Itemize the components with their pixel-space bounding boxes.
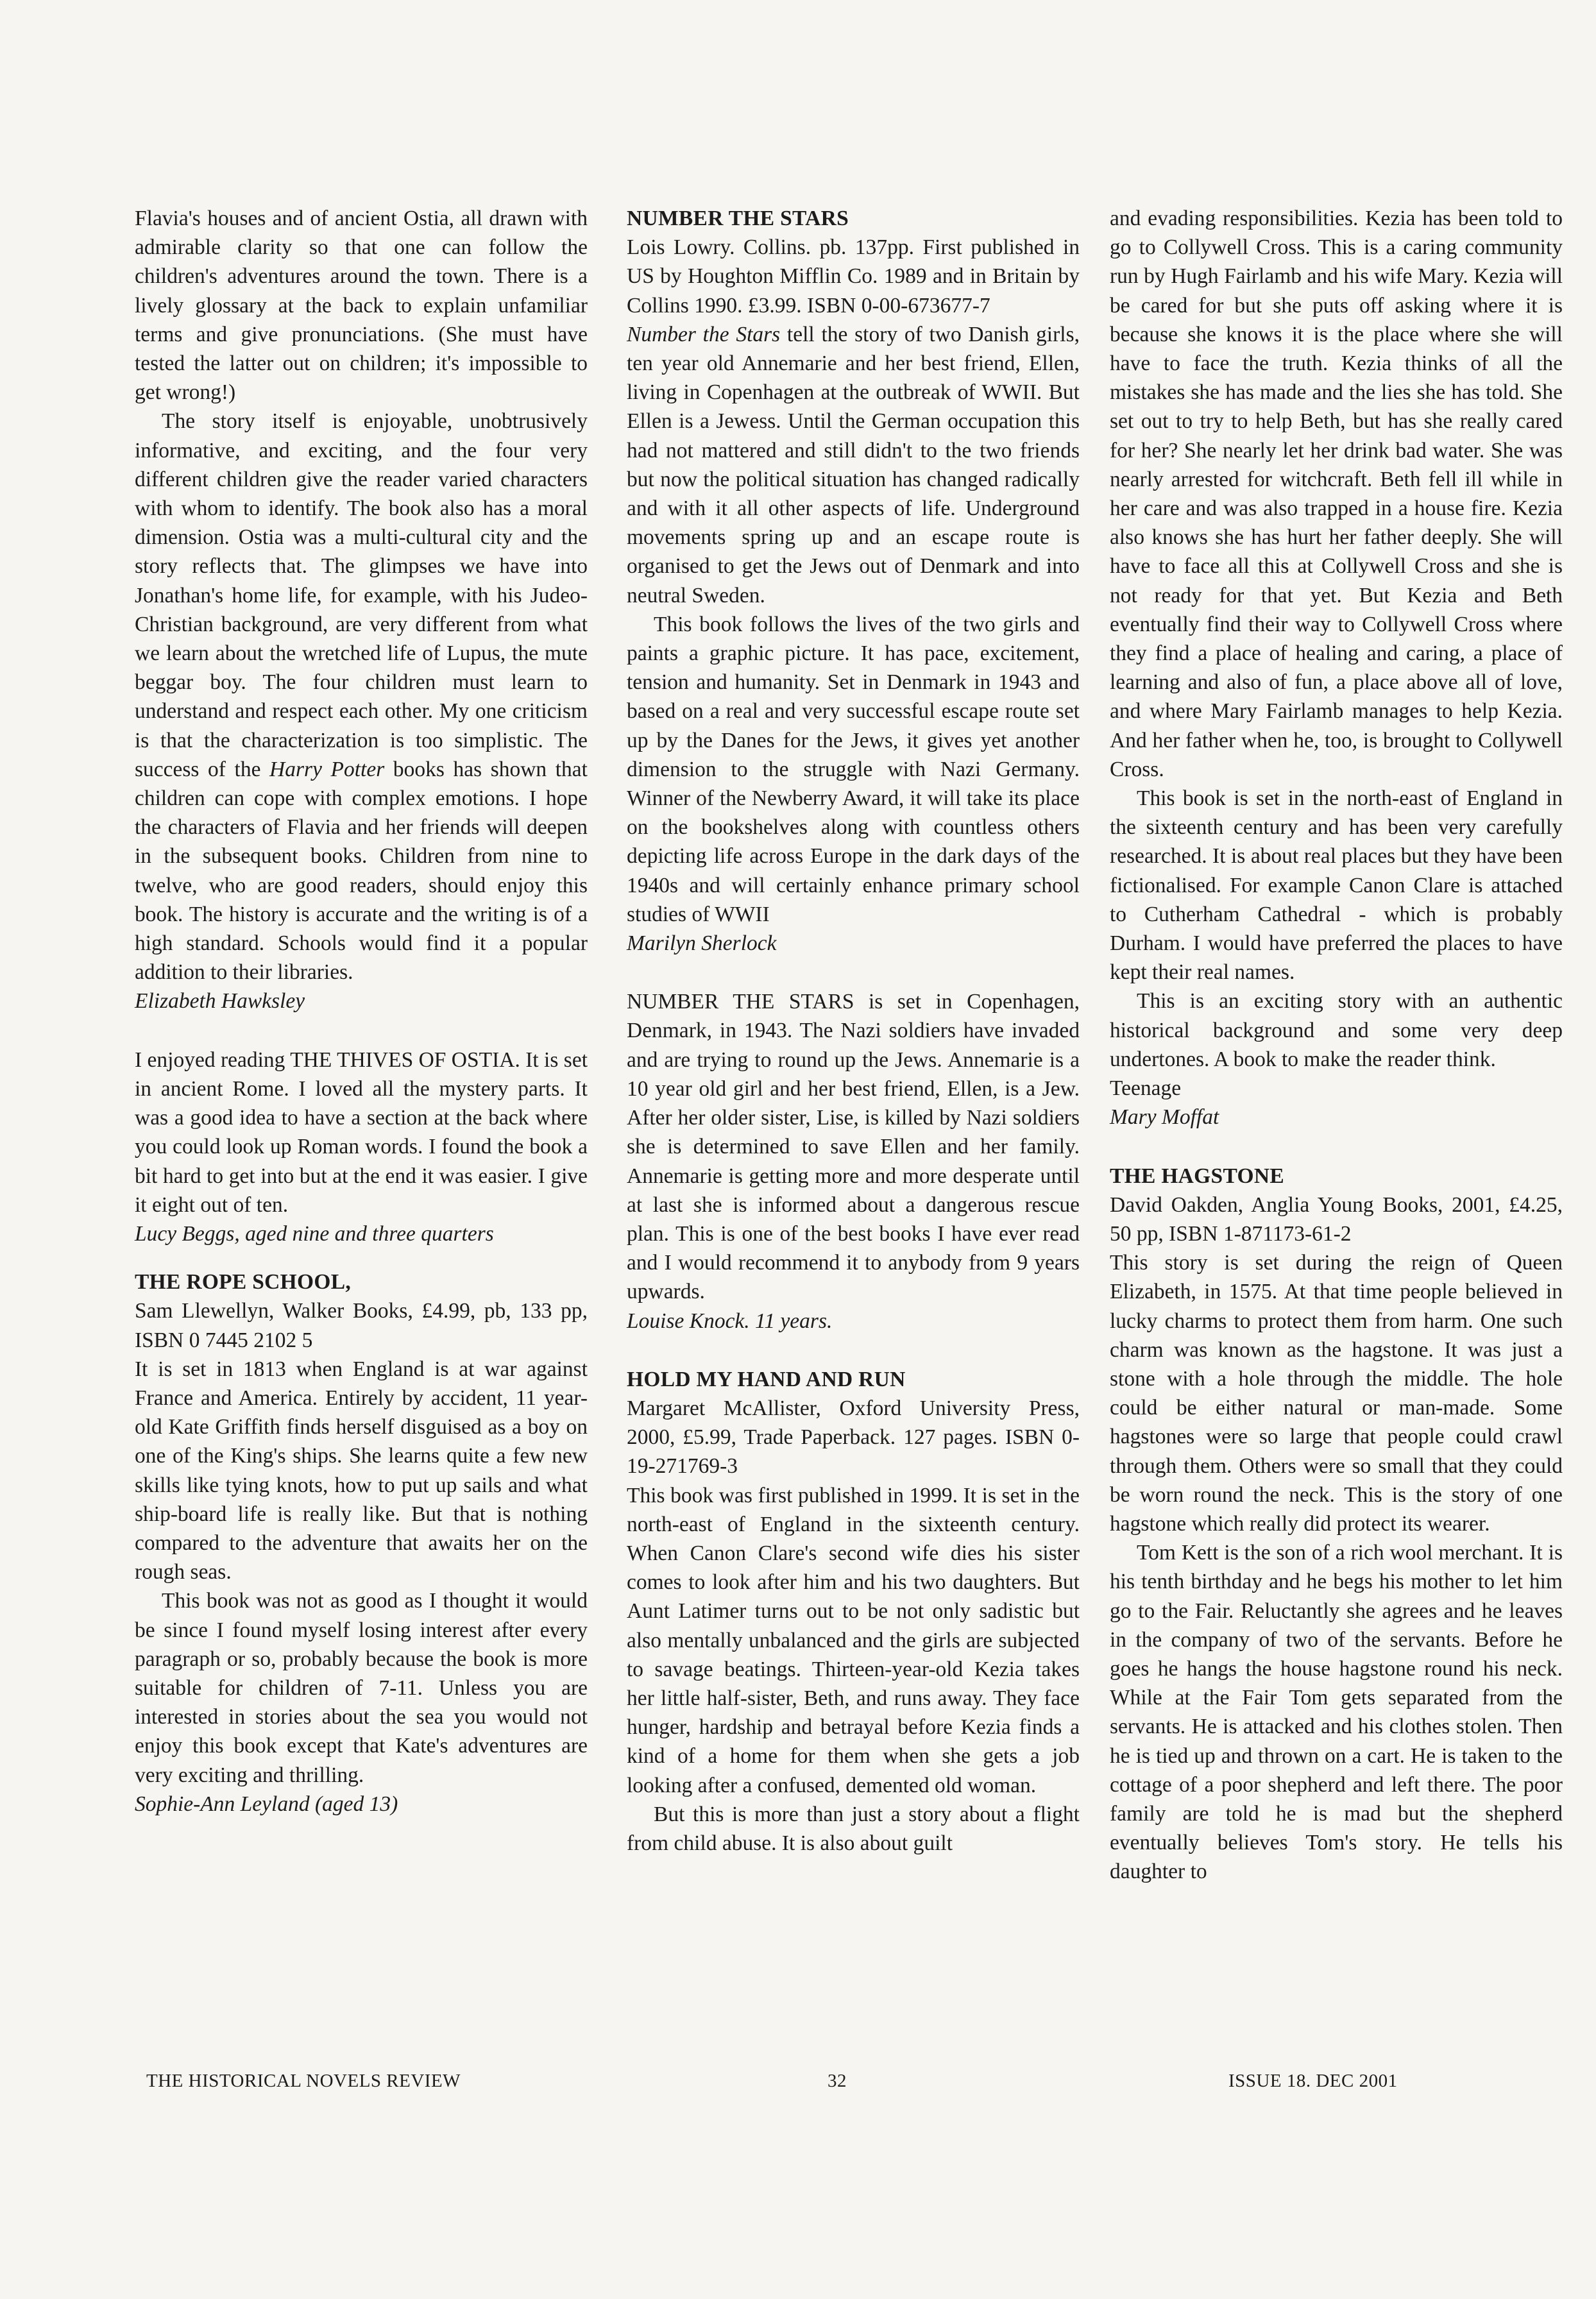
review-paragraph: Tom Kett is the son of a rich wool merchant. It is his tenth birthday and he begs his mother to let him go to the Fair. Reluctantly she agrees and he leaves in the company of two of the servants. Before he goes he hangs the house hagstone round his neck. While at the Fair Tom gets separated from the servants. He is attacked and his clothes stolen. Then he is tied up and thrown on a cart. He is taken to the cottage of a poor shepherd and left there. The poor family are told he is mad but the shepherd eventually believes Tom's story. He tells his daughter to xyxy=(1110,1541,1563,1884)
column-right xyxy=(1110,204,1563,1887)
book-details: David Oakden, Anglia Young Books, 2001, £4.25, 50 pp, ISBN 1-871173-61-2 xyxy=(1110,1192,1563,1246)
review-paragraph: This book is set in the north-east of England in the sixteenth century and has been very carefully researched. It is about real places but they have been fictionalised. For example Canon Clare is attached to Cutherham Cathedral - which is probably Durham. I would have preferred the places to have kept their real names. xyxy=(1110,786,1563,985)
book-details: Margaret McAllister, Oxford University Press, 2000, £5.99, Trade Paperback. 127 pages. ISBN 0-19-271769-3 xyxy=(627,1396,1080,1479)
age-group-label: Teenage xyxy=(1110,1076,1182,1101)
book-heading: THE HAGSTONE xyxy=(1110,1164,1284,1188)
review-paragraph: This is an exciting story with an authentic historical background and some very deep undertones. A book to make the reader think. xyxy=(1110,989,1563,1071)
column-left xyxy=(135,204,588,1819)
column-middle xyxy=(627,204,1080,1858)
footer-issue: ISSUE 18. DEC 2001 xyxy=(1228,2071,1398,2091)
book-title-italic: Harry Potter xyxy=(269,757,385,781)
book-title-italic: Number the Stars xyxy=(627,322,781,346)
reviewer-signature: Mary Moffat xyxy=(1110,1105,1219,1130)
review-paragraph: This book follows the lives of the two girls and paints a graphic picture. It has pace, excitement, tension and humanity. Set in Denmark in 1943 and based on a real and very successful escape route set up by the Danes for the Jews, it gives yet another dimension to the struggle with Nazi Germany. Winner of the Newberry Award, it will take its place on the bookshelves along with countless others depicting life across Europe in the dark days of the 1940s and will certainly enhance primary school studies of WWII xyxy=(627,612,1080,926)
review-paragraph xyxy=(135,407,588,987)
book-details: Lois Lowry. Collins. pb. 137pp. First published in US by Houghton Mifflin Co. 1989 and in Britain by Collins 1990. £3.99. ISBN 0-00-673677-7 xyxy=(627,235,1080,318)
review-paragraph: and evading responsibilities. Kezia has been told to go to Collywell Cross. This is a caring community run by Hugh Fairlamb and his wife Mary. Kezia will be cared for but she puts off asking where it is because she knows it is the place where she will have to face the truth. Kezia thinks of all the mistakes she has made and the lies she has told. She set out to try to help Beth, but has she really cared for her? She nearly let her drink bad water. She was nearly arrested for witchcraft. Beth fell ill while in her care and was also trapped in a house fire. Kezia also knows she has hurt her father deeply. She will have to face all this at Collywell Cross and she is not ready for that yet. But Kezia and Beth eventually find their way to Collywell Cross where they find a place of healing and caring, a place of learning and also of fun, a place above all of love, and where Mary Fairlamb manages to help Kezia. And her father when he, too, is brought to Collywell Cross. xyxy=(1110,207,1563,781)
review-paragraph: NUMBER THE STARS is set in Copenhagen, Denmark, in 1943. The Nazi soldiers have invaded and are trying to round up the Jews. Annemarie is a 10 year old girl and her best friend, Ellen, is a Jew. After her older sister, Lise, is killed by Nazi soldiers she is determined to save Ellen and her family. Annemarie is getting more and more desperate until at last she is informed about a dangerous rescue plan. This is one of the best books I have ever read and I would recommend it to anybody from 9 years upwards. xyxy=(627,990,1080,1304)
footer-page-number: 32 xyxy=(828,2071,847,2091)
spacer xyxy=(627,958,1080,987)
book-heading: NUMBER THE STARS xyxy=(627,207,849,230)
reviewer-signature: Sophie-Ann Leyland (aged 13) xyxy=(135,1792,398,1816)
reviewer-signature: Louise Knock. 11 years. xyxy=(627,1309,833,1333)
review-paragraph: Flavia's houses and of ancient Ostia, all drawn with admirable clarity so that one can follow the children's adventures around the town. There is a lively glossary at the back to explain unfamiliar terms and give pronunciations. (She must have tested the latter out on children; it's impossible to get wrong!) xyxy=(135,207,588,405)
review-text: books has shown that children can cope with complex emotions. I hope the characters of Flavia and her friends will deepen in the subsequent books. Children from nine to twelve, who are good readers, should enjoy this book. The history is accurate and the writing is of a high standard. Schools would find it a popular addition to their libraries. xyxy=(135,757,588,985)
spacer xyxy=(1110,1132,1563,1162)
book-details: Sam Llewellyn, Walker Books, £4.99, pb, 133 pp, ISBN 0 7445 2102 5 xyxy=(135,1299,588,1352)
reviewer-signature: Marilyn Sherlock xyxy=(627,931,777,956)
book-heading: HOLD MY HAND AND RUN xyxy=(627,1367,906,1391)
review-paragraph: This book was not as good as I thought it would be since I found myself losing interest after every paragraph or so, probably because the book is more suitable for children of 7-11. Unless you are interested in stories about the sea you would not enjoy this book except that Kate's adventures are very exciting and thrilling. xyxy=(135,1589,588,1787)
review-paragraph: I enjoyed reading THE THIVES OF OSTIA. It is set in ancient Rome. I loved all the mystery parts. It was a good idea to have a section at the back where you could look up Roman words. I found the book a bit hard to get into but at the end it was easier. I give it eight out of ten. xyxy=(135,1048,588,1217)
reviewer-signature: Elizabeth Hawksley xyxy=(135,989,305,1014)
review-paragraph: This book was first published in 1999. It is set in the north-east of England in the sixteenth century. When Canon Clare's second wife dies his sister comes to look after him and his two daughters. But Aunt Latimer turns out to be not only sadistic but also mentally unbalanced and the girls are subjected to savage beatings. Thirteen-year-old Kezia takes her little half-sister, Beth, and runs away. They face hunger, hardship and betrayal before Kezia finds a kind of a home for them when she gets a job looking after a confused, demented old woman. xyxy=(627,1483,1080,1797)
spacer xyxy=(135,1248,588,1268)
book-heading: THE ROPE SCHOOL, xyxy=(135,1270,352,1294)
review-text: The story itself is enjoyable, unobtrusively informative, and exciting, and the four very different children give the reader varied characters with whom to identify. The book also has a moral dimension. Ostia was a multi-cultural city and the story reflects that. The glimpses we have into Jonathan's home life, for example, with his Judeo-Christian background, are very different from what we learn about the wretched life of Lupus, the mute beggar boy. The four children must learn to understand and respect each other. My one criticism is that the characterization is too simplistic. The success of the xyxy=(135,409,588,781)
reviewer-signature: Lucy Beggs, aged nine and three quarters xyxy=(135,1221,494,1246)
review-paragraph: But this is more than just a story about a flight from child abuse. It is also about guilt xyxy=(627,1802,1080,1855)
footer-publication-title: THE HISTORICAL NOVELS REVIEW xyxy=(146,2071,461,2091)
spacer xyxy=(135,1016,588,1046)
spacer xyxy=(627,1336,1080,1365)
review-paragraph: It is set in 1813 when England is at war against France and America. Entirely by accident, 11 year-old Kate Griffith finds herself disguised as a boy on one of the King's ships. She learns quite a few new skills like tying knots, how to put up sails and what ship-board life is really like. But that is nothing compared to the adventure that awaits her on the rough seas. xyxy=(135,1357,588,1584)
review-paragraph: This story is set during the reign of Queen Elizabeth, in 1575. At that time people believed in lucky charms to protect them from harm. One such charm was known as the hagstone. It was just a stone with a hole through the middle. The hole could be either natural or man-made. Some hagstones were so large that people could crawl through them. Others were so small that they could be worn round the neck. This is the story of one hagstone which really did protect its wearer. xyxy=(1110,1251,1563,1536)
review-paragraph xyxy=(627,320,1080,610)
review-text: tell the story of two Danish girls, ten year old Annemarie and her best friend, Ellen, living in Copenhagen at the outbreak of WWII. But Ellen is a Jewess. Until the German occupation this had not mattered and still didn't to the two friends but now the political situation has changed radically and with it all other aspects of life. Underground movements spring up and an escape route is organised to get the Jews out of Denmark and into neutral Sweden. xyxy=(627,322,1080,607)
